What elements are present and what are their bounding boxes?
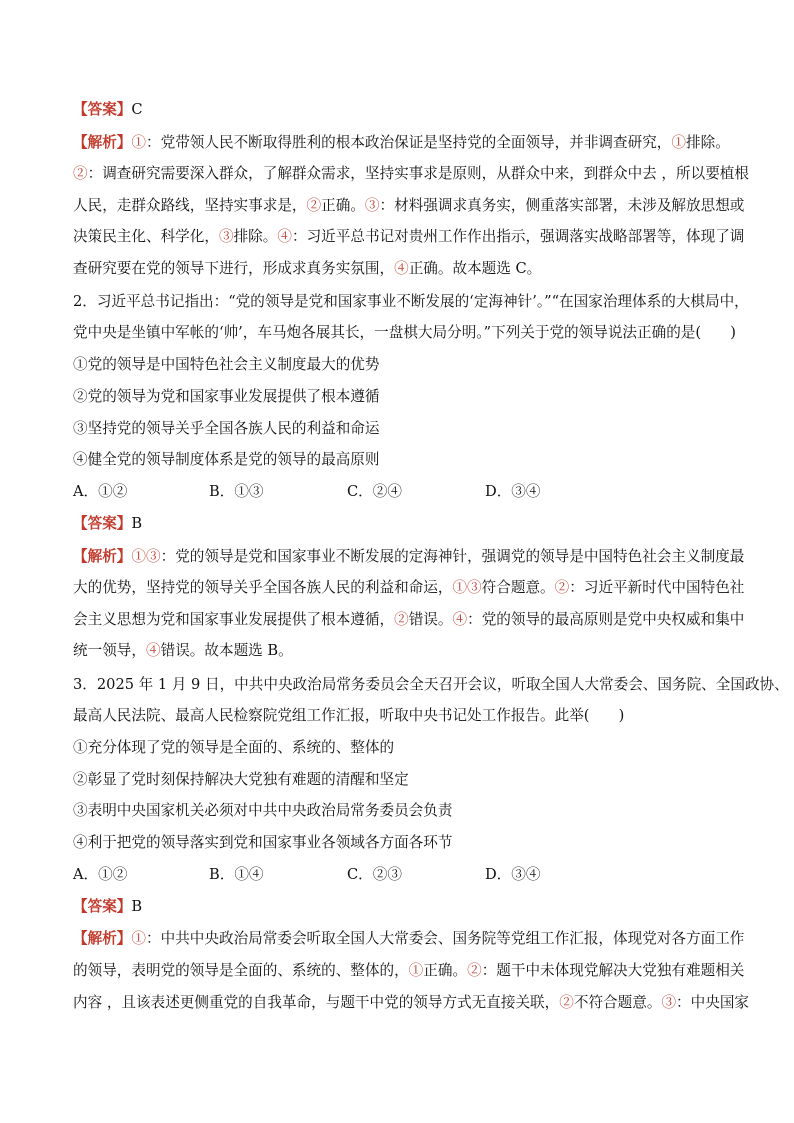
q2-option-b[interactable]: B．①③ bbox=[209, 483, 264, 500]
marker: ④ bbox=[452, 611, 468, 628]
q2-option-d[interactable]: D．③④ bbox=[485, 483, 541, 500]
q3-stem-line-1: 3．2025 年 1 月 9 日，中共中央政治局常务委员会全天召开会议，听取全国人大常委会、国务院、全国政协、 bbox=[73, 676, 789, 693]
marker: ③ bbox=[218, 228, 234, 245]
marker: ② bbox=[306, 197, 322, 214]
q2-analysis-line-3 bbox=[73, 610, 744, 630]
q1-answer bbox=[73, 100, 143, 120]
analysis-text: 会主义思想为党和国家事业发展提供了根本遵循， bbox=[73, 611, 395, 628]
q1-analysis-line-3 bbox=[73, 196, 744, 216]
analysis-text: 排除。 bbox=[233, 228, 278, 245]
q1-analysis-line-1 bbox=[73, 133, 730, 153]
q2-statement-4: ④健全党的领导制度体系是党的领导的最高原则 bbox=[73, 451, 380, 468]
answer-value: B bbox=[131, 898, 143, 915]
analysis-text: 错误。 bbox=[408, 611, 453, 628]
analysis-text: 决策民主化、科学化， bbox=[73, 228, 219, 245]
q2-stem-line-1: 2．习近平总书记指出：“党的领导是党和国家事业不断发展的‘定海神针’。”“在国家治理体系的大棋局中， bbox=[73, 293, 749, 310]
q1-analysis-line-4 bbox=[73, 227, 744, 247]
marker: ① bbox=[131, 930, 146, 947]
analysis-tag: 【解析】 bbox=[73, 930, 132, 947]
analysis-text: ：中共中央政治局常委会听取全国人大常委会、国务院等党组工作汇报，体现党对各方面工作 bbox=[146, 930, 745, 947]
analysis-text: 符合题意。 bbox=[481, 579, 555, 596]
q2-analysis-line-1 bbox=[73, 547, 744, 567]
marker: ① bbox=[131, 134, 146, 151]
q3-statement-1: ①充分体现了党的领导是全面的、系统的、整体的 bbox=[73, 739, 395, 756]
q2-statement-2: ②党的领导为党和国家事业发展提供了根本遵循 bbox=[73, 388, 380, 405]
q3-analysis-line-3 bbox=[73, 993, 749, 1013]
marker: ①③ bbox=[452, 579, 482, 596]
q3-analysis-line-1 bbox=[73, 929, 744, 949]
analysis-text: 排除。 bbox=[686, 134, 730, 151]
analysis-text: 错误。故本题选 B。 bbox=[160, 642, 293, 659]
q3-option-d[interactable]: D．③④ bbox=[485, 866, 541, 883]
analysis-tag: 【解析】 bbox=[73, 134, 132, 151]
analysis-text: 正确。 bbox=[423, 962, 468, 979]
marker: ② bbox=[394, 611, 409, 628]
marker: ④ bbox=[145, 642, 161, 659]
q2-statement-3: ③坚持党的领导关乎全国各族人民的利益和命运 bbox=[73, 420, 380, 437]
q2-stem-line-2: 党中央是坐镇中军帐的‘帅’，车马炮各展其长，一盘棋大局分明。”下列关于党的领导说法正确的是( ) bbox=[73, 324, 736, 341]
marker: ① bbox=[408, 962, 424, 979]
answer-tag: 【答案】 bbox=[73, 515, 132, 532]
q1-analysis-line-5 bbox=[73, 259, 541, 279]
analysis-text: ：习近平总书记对贵州工作作出指示，强调落实战略部署等，体现了调 bbox=[291, 228, 745, 245]
analysis-text: ：党的领导的最高原则是党中央权威和集中 bbox=[467, 611, 745, 628]
analysis-text: ：材料强调求真务实，侧重落实部署，未涉及解放思想或 bbox=[379, 197, 745, 214]
marker: ①③ bbox=[131, 548, 161, 565]
q1-analysis-line-2 bbox=[73, 164, 749, 184]
q3-answer bbox=[73, 897, 142, 917]
analysis-text: 查研究要在党的领导下进行，形成求真务实氛围， bbox=[73, 260, 395, 277]
q3-statement-2: ②彰显了党时刻保持解决大党独有难题的清醒和坚定 bbox=[73, 771, 409, 788]
analysis-text: ：中央国家 bbox=[676, 994, 750, 1011]
q3-option-a[interactable]: A．①② bbox=[73, 866, 128, 883]
marker: ② bbox=[559, 994, 574, 1011]
analysis-text: ：党带领人民不断取得胜利的根本政治保证是坚持党的全面领导，并非调查研究， bbox=[146, 134, 672, 151]
marker: ② bbox=[73, 165, 88, 182]
q2-answer bbox=[73, 514, 142, 534]
q2-statement-1: ①党的领导是中国特色社会主义制度最大的优势 bbox=[73, 356, 380, 373]
answer-value: C bbox=[131, 101, 143, 118]
answer-value: B bbox=[131, 515, 143, 532]
marker: ④ bbox=[394, 260, 409, 277]
analysis-text: 不符合题意。 bbox=[573, 994, 662, 1011]
marker: ① bbox=[671, 134, 686, 151]
answer-tag: 【答案】 bbox=[73, 101, 132, 118]
analysis-text: ：调查研究需要深入群众，了解群众需求，坚持实事求是原则，从群众中来，到群众中去 ，所以要植根 bbox=[87, 165, 749, 182]
q3-option-c[interactable]: C．②③ bbox=[347, 866, 402, 883]
analysis-text: ：习近平新时代中国特色社 bbox=[569, 579, 745, 596]
analysis-text: 的领导，表明党的领导是全面的、系统的、整体的， bbox=[73, 962, 409, 979]
analysis-text: ：题干中未体现党解决大党独有难题相关 bbox=[481, 962, 745, 979]
marker: ③ bbox=[364, 197, 380, 214]
analysis-text: 正确。 bbox=[321, 197, 365, 214]
marker: ② bbox=[554, 579, 570, 596]
analysis-tag: 【解析】 bbox=[73, 548, 132, 565]
q2-option-c[interactable]: C．②④ bbox=[347, 483, 402, 500]
marker: ③ bbox=[661, 994, 677, 1011]
analysis-text: 内容 ，且该表述更侧重党的自我革命，与题干中党的领导方式无直接关联， bbox=[73, 994, 560, 1011]
analysis-text: 正确。故本题选 C。 bbox=[408, 260, 542, 277]
q3-stem-line-2: 最高人民法院、最高人民检察院党组工作汇报，听取中央书记处工作报告。此举( ) bbox=[73, 707, 625, 724]
q3-statement-3: ③表明中央国家机关必须对中共中央政治局常务委员会负责 bbox=[73, 802, 453, 819]
q3-option-b[interactable]: B．①④ bbox=[209, 866, 264, 883]
analysis-text: ：党的领导是党和国家事业不断发展的定海神针，强调党的领导是中国特色社会主义制度最 bbox=[160, 548, 745, 565]
analysis-text: 人民，走群众路线，坚持实事求是， bbox=[73, 197, 307, 214]
answer-tag: 【答案】 bbox=[73, 898, 132, 915]
q2-analysis-line-2 bbox=[73, 578, 744, 598]
q3-analysis-line-2 bbox=[73, 961, 744, 981]
q3-statement-4: ④利于把党的领导落实到党和国家事业各领域各方面各环节 bbox=[73, 834, 453, 851]
analysis-text: 统一领导， bbox=[73, 642, 146, 659]
marker: ② bbox=[467, 962, 482, 979]
q2-option-a[interactable]: A．①② bbox=[73, 483, 128, 500]
analysis-text: 大的优势，坚持党的领导关乎全国各族人民的利益和命运， bbox=[73, 579, 453, 596]
marker: ④ bbox=[277, 228, 292, 245]
q2-analysis-line-4 bbox=[73, 641, 293, 661]
